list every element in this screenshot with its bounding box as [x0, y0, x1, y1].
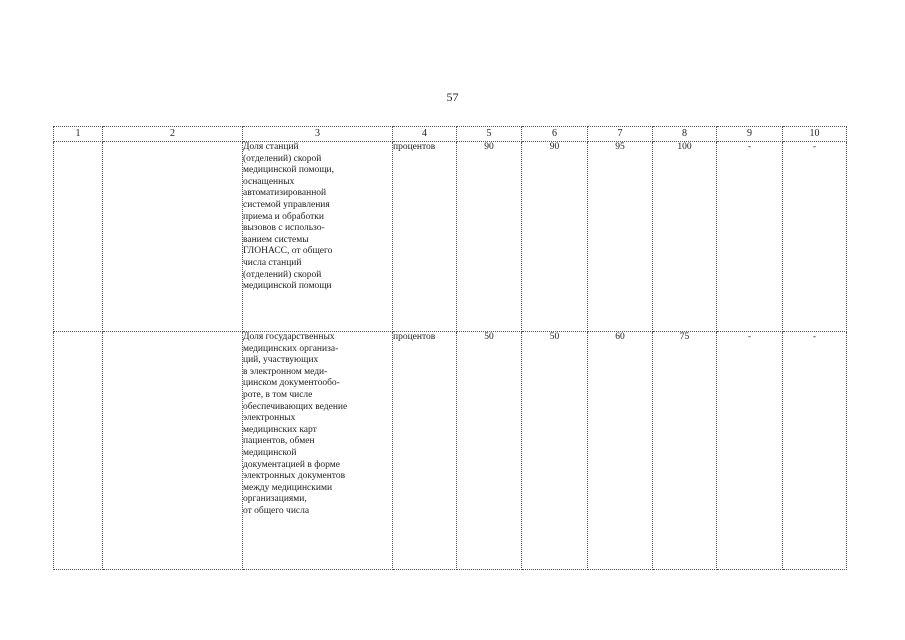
indicator-name-cell: Доля государственных медицинских организа- ций, участвующих в электронном меди- цинском документообо- роте, в том числе обеспечивающих ведение электронных медицинских карт пациентов, обмен медицинской документацией в форме электронных документов между медицинскими организациями, от общего числа: [243, 332, 393, 570]
row-col1-cell: [54, 142, 103, 332]
column-header-5: 5: [457, 127, 522, 142]
table-row: [54, 332, 847, 570]
value-col9-cell: -: [717, 142, 783, 332]
column-header-7: 7: [588, 127, 653, 142]
value-col8-cell: 100: [653, 142, 717, 332]
column-header-10: 10: [783, 127, 847, 142]
row-col2-cell: [103, 332, 243, 570]
column-number-row: [54, 127, 847, 142]
value-col8-cell: 75: [653, 332, 717, 570]
value-col6-cell: 50: [522, 332, 588, 570]
value-col10-cell: -: [783, 142, 847, 332]
column-header-3: 3: [243, 127, 393, 142]
value-col10-cell: -: [783, 332, 847, 570]
indicators-table: [53, 126, 847, 570]
column-header-6: 6: [522, 127, 588, 142]
value-col5-cell: 50: [457, 332, 522, 570]
value-col7-cell: 60: [588, 332, 653, 570]
column-header-1: 1: [54, 127, 103, 142]
indicator-name-cell: Доля станций (отделений) скорой медицинской помощи, оснащенных автоматизированной системой управления приема и обработки вызовов с использо- ванием системы ГЛОНАСС, от общего числа станций (отделений) скорой медицинской помощи: [243, 142, 393, 332]
table-row: [54, 142, 847, 332]
column-header-8: 8: [653, 127, 717, 142]
row-col1-cell: [54, 332, 103, 570]
value-col7-cell: 95: [588, 142, 653, 332]
value-col5-cell: 90: [457, 142, 522, 332]
unit-cell: процентов: [393, 332, 457, 570]
value-col9-cell: -: [717, 332, 783, 570]
value-col6-cell: 90: [522, 142, 588, 332]
row-col2-cell: [103, 142, 243, 332]
column-header-9: 9: [717, 127, 783, 142]
page-number: 57: [446, 90, 459, 104]
unit-cell: процентов: [393, 142, 457, 332]
column-header-4: 4: [393, 127, 457, 142]
column-header-2: 2: [103, 127, 243, 142]
